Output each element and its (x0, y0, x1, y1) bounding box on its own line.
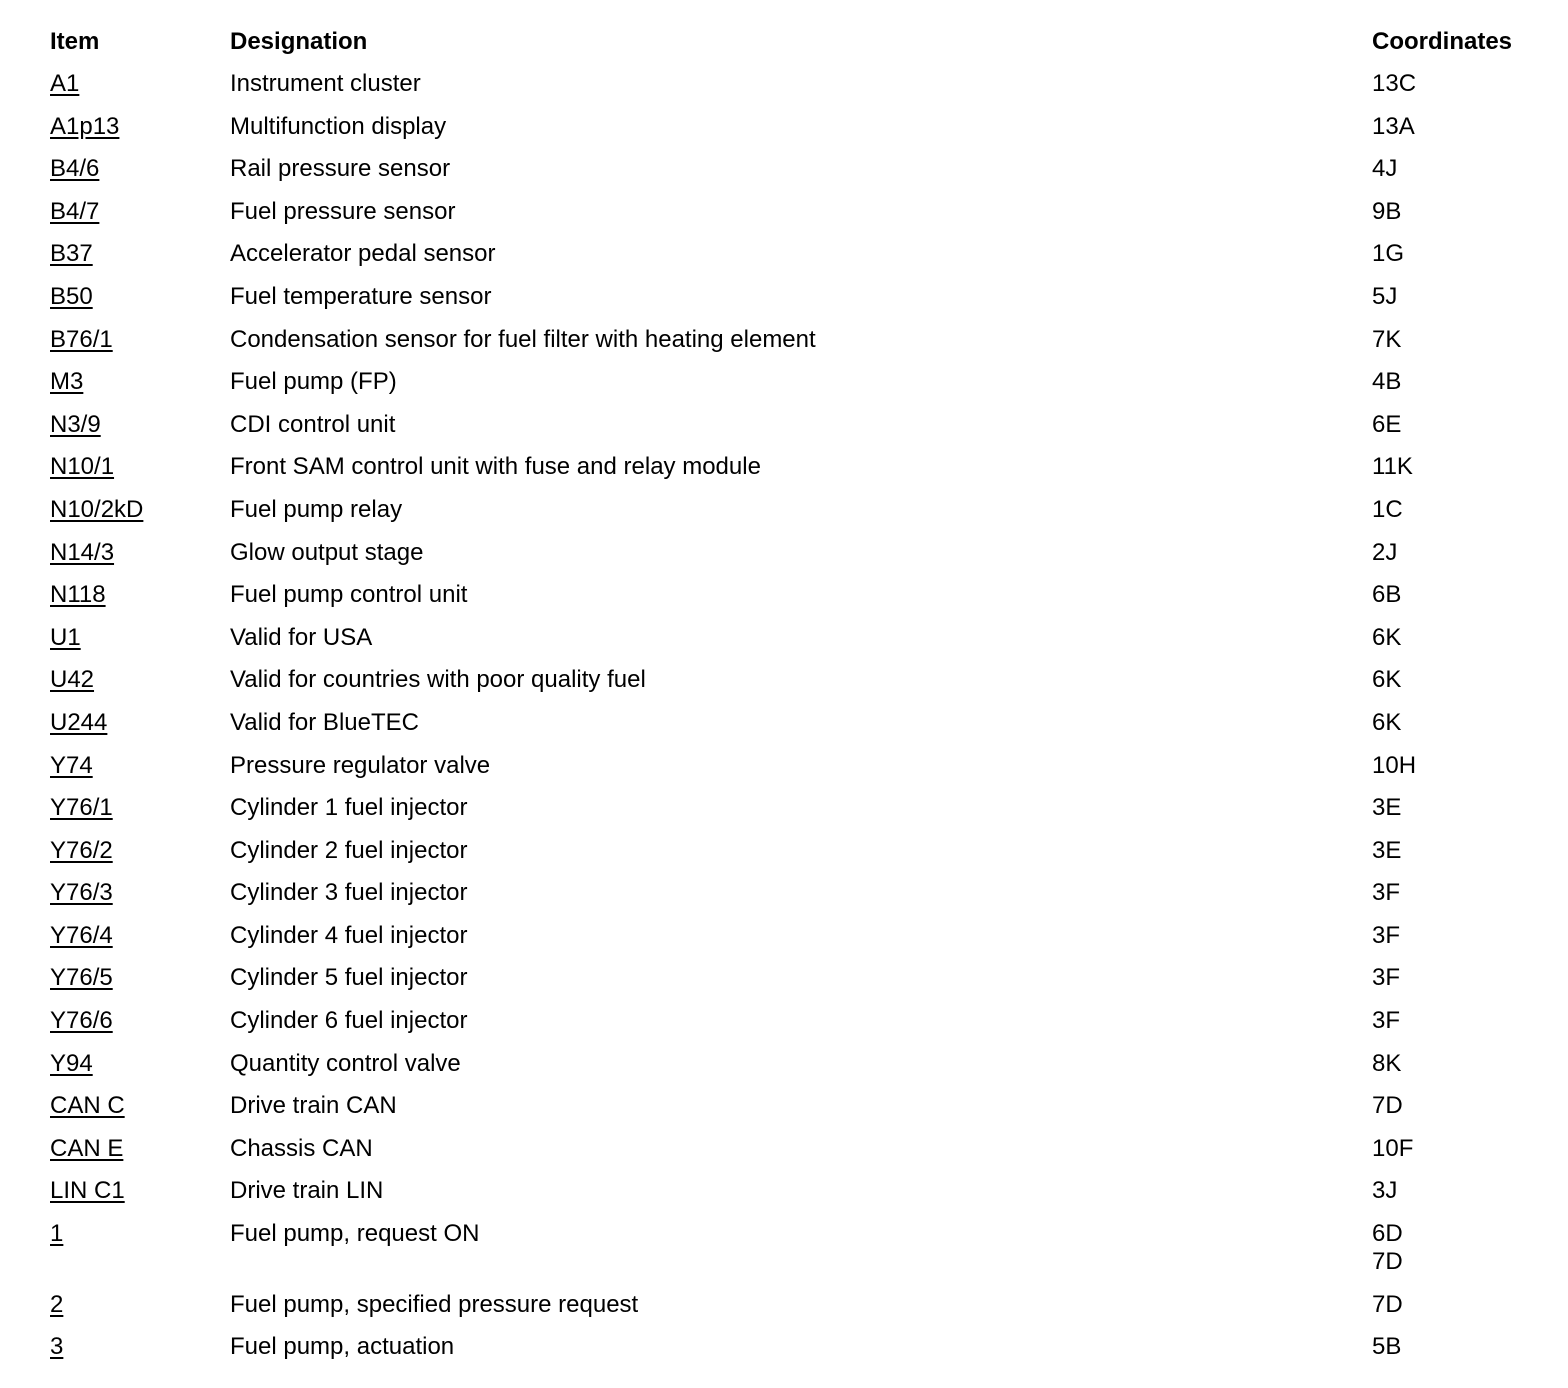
item-link[interactable]: B4/6 (50, 155, 100, 183)
item-link[interactable]: B37 (50, 240, 93, 268)
coordinate-value: 6E (1372, 410, 1402, 438)
designation-cell: Accelerator pedal sensor (230, 240, 496, 268)
table-row (50, 453, 1532, 496)
item-cell (50, 1220, 230, 1291)
item-cell (50, 666, 230, 709)
coordinate-value: 4B (1372, 368, 1402, 396)
item-link[interactable]: Y76/5 (50, 964, 113, 992)
item-cell (50, 70, 230, 113)
designation-cell: CDI control unit (230, 410, 396, 438)
table-row (50, 326, 1532, 369)
coordinates-column-header: Coordinates (1372, 28, 1513, 55)
coordinate-value: 5J (1372, 282, 1398, 310)
coordinates-cell (1372, 496, 1532, 539)
item-link[interactable]: N10/1 (50, 453, 115, 481)
table-row (50, 879, 1532, 922)
item-cell (50, 1092, 230, 1135)
coordinate-value: 7K (1372, 325, 1402, 353)
item-link[interactable]: N118 (50, 581, 106, 609)
item-cell (50, 411, 230, 454)
coordinates-cell (1372, 198, 1532, 241)
table-row (50, 922, 1532, 965)
table-row (50, 496, 1532, 539)
designation-cell: Fuel pump, request ON (230, 1220, 480, 1248)
coordinates-cell (1372, 879, 1532, 922)
coordinates-cell (1372, 1333, 1532, 1376)
designation-cell: Drive train CAN (230, 1092, 397, 1120)
item-cell (50, 496, 230, 539)
table-row (50, 1007, 1532, 1050)
item-link[interactable]: B4/7 (50, 197, 100, 225)
coordinates-cell (1372, 70, 1532, 113)
item-link[interactable]: U1 (50, 623, 81, 651)
item-link[interactable]: 3 (50, 1333, 64, 1361)
item-link[interactable]: N10/2kD (50, 495, 144, 523)
item-cell (50, 581, 230, 624)
designation-column-header: Designation (230, 28, 368, 55)
coordinates-cell (1372, 113, 1532, 156)
item-link[interactable]: A1 (50, 70, 80, 97)
coordinates-cell (1372, 1135, 1532, 1178)
table-row (50, 964, 1532, 1007)
item-cell (50, 368, 230, 411)
item-link[interactable]: A1p13 (50, 112, 120, 140)
designation-cell: Cylinder 2 fuel injector (230, 836, 468, 864)
coordinates-cell (1372, 411, 1532, 454)
coordinates-cell (1372, 1291, 1532, 1334)
item-cell (50, 1177, 230, 1220)
table-row (50, 411, 1532, 454)
coordinate-value: 3J (1372, 1177, 1398, 1205)
designation-cell: Instrument cluster (230, 70, 421, 97)
item-link[interactable]: Y76/4 (50, 921, 113, 949)
coordinate-value: 1G (1372, 240, 1405, 268)
item-cell (50, 198, 230, 241)
item-cell (50, 1135, 230, 1178)
coordinates-cell (1372, 155, 1532, 198)
item-cell (50, 113, 230, 156)
designation-cell: Cylinder 6 fuel injector (230, 1007, 468, 1035)
item-link[interactable]: B76/1 (50, 325, 113, 353)
coordinate-value: 10H (1372, 751, 1417, 779)
item-link[interactable]: Y76/1 (50, 794, 113, 822)
table-row (50, 1333, 1532, 1376)
designation-cell: Drive train LIN (230, 1177, 384, 1205)
coordinate-value: 3F (1372, 921, 1401, 949)
coordinate-value: 3E (1372, 836, 1402, 864)
item-link[interactable]: U244 (50, 708, 108, 736)
table-row (50, 155, 1532, 198)
legend-body (50, 70, 1532, 1376)
coordinates-cell (1372, 964, 1532, 1007)
item-cell (50, 1007, 230, 1050)
item-cell (50, 326, 230, 369)
coordinate-value: 3E (1372, 794, 1402, 822)
coordinates-cell (1372, 581, 1532, 624)
designation-cell: Pressure regulator valve (230, 751, 491, 779)
item-cell (50, 794, 230, 837)
item-link[interactable]: N14/3 (50, 538, 115, 566)
designation-cell: Fuel pump relay (230, 495, 403, 523)
item-cell (50, 1333, 230, 1376)
item-cell (50, 1291, 230, 1334)
item-column-header: Item (50, 28, 100, 55)
item-cell (50, 453, 230, 496)
item-cell (50, 624, 230, 667)
coordinate-value: 6K (1372, 708, 1402, 736)
coordinate-value: 6K (1372, 666, 1402, 694)
coordinate-value: 7D (1372, 1290, 1403, 1318)
designation-cell: Fuel temperature sensor (230, 282, 492, 310)
coordinates-cell (1372, 240, 1532, 283)
coordinates-cell (1372, 368, 1532, 411)
item-cell (50, 539, 230, 582)
coordinates-cell (1372, 752, 1532, 795)
coordinate-value: 6D (1372, 1220, 1403, 1248)
item-link[interactable]: LIN C1 (50, 1177, 125, 1205)
designation-cell: Fuel pump, specified pressure request (230, 1290, 639, 1318)
coordinate-value: 1C (1372, 495, 1403, 523)
coordinate-value: 3F (1372, 879, 1401, 907)
item-link[interactable]: Y76/6 (50, 1007, 113, 1035)
table-row (50, 70, 1532, 113)
coordinate-value: 13A (1372, 112, 1415, 140)
coordinates-cell (1372, 709, 1532, 752)
coordinates-cell (1372, 624, 1532, 667)
coordinate-value: 7D (1372, 1092, 1403, 1120)
item-link[interactable]: N3/9 (50, 410, 101, 438)
coordinates-cell (1372, 326, 1532, 369)
item-cell (50, 837, 230, 880)
designation-cell: Front SAM control unit with fuse and relay module (230, 453, 761, 481)
item-cell (50, 964, 230, 1007)
item-cell (50, 879, 230, 922)
item-cell (50, 240, 230, 283)
table-row (50, 794, 1532, 837)
table-row (50, 240, 1532, 283)
item-link[interactable]: B50 (50, 282, 93, 310)
table-row (50, 1291, 1532, 1334)
item-link[interactable]: U42 (50, 666, 95, 694)
item-cell (50, 752, 230, 795)
table-row (50, 539, 1532, 582)
item-cell (50, 922, 230, 965)
coordinates-cell (1372, 283, 1532, 326)
designation-cell: Fuel pressure sensor (230, 197, 456, 225)
table-row (50, 368, 1532, 411)
designation-cell: Valid for USA (230, 623, 373, 651)
item-link[interactable]: Y94 (50, 1049, 93, 1077)
table-row (50, 283, 1532, 326)
designation-cell: Rail pressure sensor (230, 155, 451, 183)
designation-cell: Valid for BlueTEC (230, 708, 419, 736)
item-link[interactable]: M3 (50, 368, 84, 396)
table-row (50, 1135, 1532, 1178)
coordinates-cell (1372, 539, 1532, 582)
table-row (50, 113, 1532, 156)
coordinate-value: 2J (1372, 538, 1398, 566)
coordinate-value: 10F (1372, 1134, 1414, 1162)
item-link[interactable]: 2 (50, 1290, 64, 1318)
coordinates-cell (1372, 1050, 1532, 1093)
item-cell (50, 155, 230, 198)
item-cell (50, 1050, 230, 1093)
designation-cell: Cylinder 4 fuel injector (230, 921, 468, 949)
designation-cell: Cylinder 3 fuel injector (230, 879, 468, 907)
coordinate-value: 8K (1372, 1049, 1402, 1077)
item-link[interactable]: CAN E (50, 1134, 124, 1162)
item-cell (50, 709, 230, 752)
coordinates-cell (1372, 1177, 1532, 1220)
coordinates-cell (1372, 453, 1532, 496)
table-row (50, 1050, 1532, 1093)
table-row (50, 581, 1532, 624)
coordinates-cell (1372, 1220, 1532, 1291)
item-cell (50, 283, 230, 326)
table-row (50, 198, 1532, 241)
designation-cell: Multifunction display (230, 112, 447, 140)
table-row (50, 624, 1532, 667)
coordinate-value: 6K (1372, 623, 1402, 651)
designation-cell: Quantity control valve (230, 1049, 461, 1077)
table-row (50, 1220, 1532, 1291)
coordinate-value: 9B (1372, 197, 1402, 225)
table-row (50, 1092, 1532, 1135)
coordinate-value: 7D (1372, 1248, 1403, 1276)
item-link[interactable]: Y76/2 (50, 836, 113, 864)
designation-cell: Cylinder 5 fuel injector (230, 964, 468, 992)
designation-cell: Chassis CAN (230, 1134, 373, 1162)
component-legend-table (50, 28, 1532, 1376)
designation-cell: Valid for countries with poor quality fuel (230, 666, 646, 694)
table-row (50, 1177, 1532, 1220)
designation-cell: Cylinder 1 fuel injector (230, 794, 468, 822)
coordinate-value: 4J (1372, 155, 1398, 183)
item-link[interactable]: CAN C (50, 1092, 125, 1120)
coordinate-value: 6B (1372, 581, 1402, 609)
designation-cell: Condensation sensor for fuel filter with heating element (230, 325, 816, 353)
coordinates-cell (1372, 922, 1532, 965)
coordinates-cell (1372, 837, 1532, 880)
coordinate-value: 3F (1372, 1007, 1401, 1035)
table-row (50, 752, 1532, 795)
designation-cell: Fuel pump control unit (230, 581, 468, 609)
designation-cell: Fuel pump (FP) (230, 368, 397, 396)
item-link[interactable]: Y76/3 (50, 879, 113, 907)
coordinates-cell (1372, 1007, 1532, 1050)
coordinates-cell (1372, 1092, 1532, 1135)
coordinates-cell (1372, 794, 1532, 837)
designation-cell: Glow output stage (230, 538, 424, 566)
item-link[interactable]: Y74 (50, 751, 93, 779)
header-row (50, 28, 1532, 70)
coordinates-cell (1372, 666, 1532, 709)
coordinate-value: 11K (1372, 453, 1413, 481)
designation-cell: Fuel pump, actuation (230, 1333, 455, 1361)
table-row (50, 666, 1532, 709)
table-row (50, 709, 1532, 752)
table-row (50, 837, 1532, 880)
coordinate-value: 3F (1372, 964, 1401, 992)
coordinate-value: 5B (1372, 1333, 1402, 1361)
item-link[interactable]: 1 (50, 1220, 64, 1248)
coordinate-value: 13C (1372, 70, 1417, 97)
